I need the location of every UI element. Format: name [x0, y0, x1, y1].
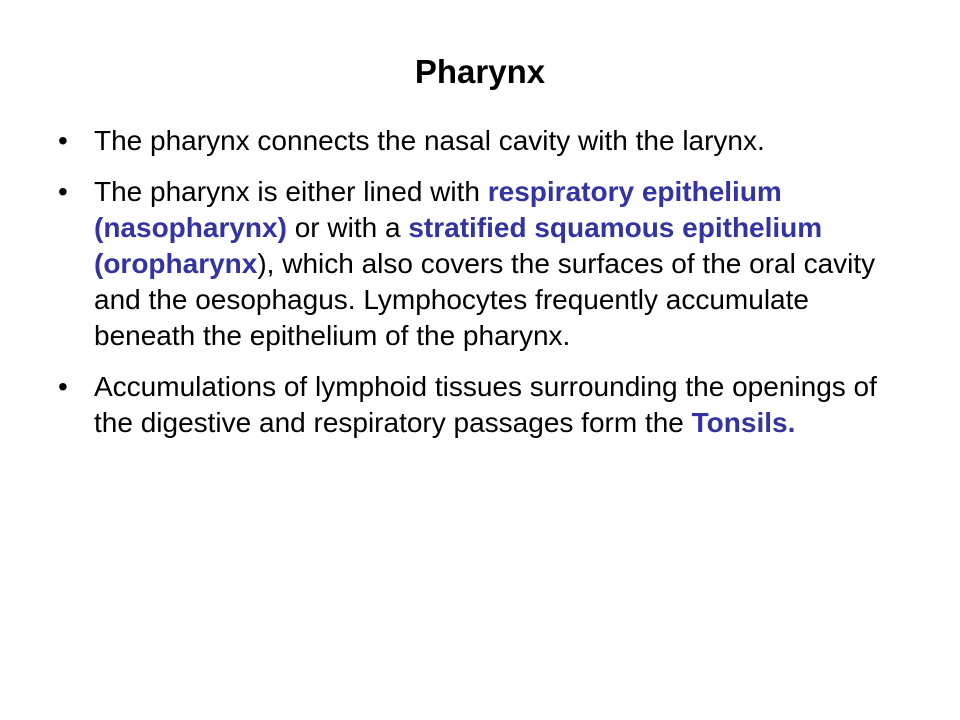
- bullet-mark: •: [58, 125, 68, 156]
- bullet-mark: •: [58, 371, 68, 402]
- bullet-text-part: ), which also covers the surfaces of the oral cavity and the oesophagus. Lymphocytes frequently accumulate beneath the epithelium of the pharynx.: [94, 248, 876, 351]
- highlighted-term: respiratory epithelium (nasopharynx): [94, 176, 782, 243]
- slide-title: Pharynx: [414, 53, 546, 90]
- bullet-text-part: The pharynx is either lined with: [94, 176, 488, 207]
- bullet-item: [58, 174, 880, 354]
- bullet-item: [58, 123, 880, 159]
- bullet-list: [58, 123, 880, 456]
- bullet-text-part: or with a: [286, 212, 409, 243]
- bullet-item: [58, 369, 880, 441]
- bullet-text-part: Accumulations of lymphoid tissues surrounding the openings of the digestive and respiratory passages form the: [94, 371, 877, 438]
- highlighted-term: stratified squamous epithelium (oropharynx: [94, 212, 823, 279]
- highlighted-term: Tonsils.: [691, 407, 796, 438]
- bullet-mark: •: [58, 176, 68, 207]
- bullet-text-part: The pharynx connects the nasal cavity with the larynx.: [94, 125, 765, 156]
